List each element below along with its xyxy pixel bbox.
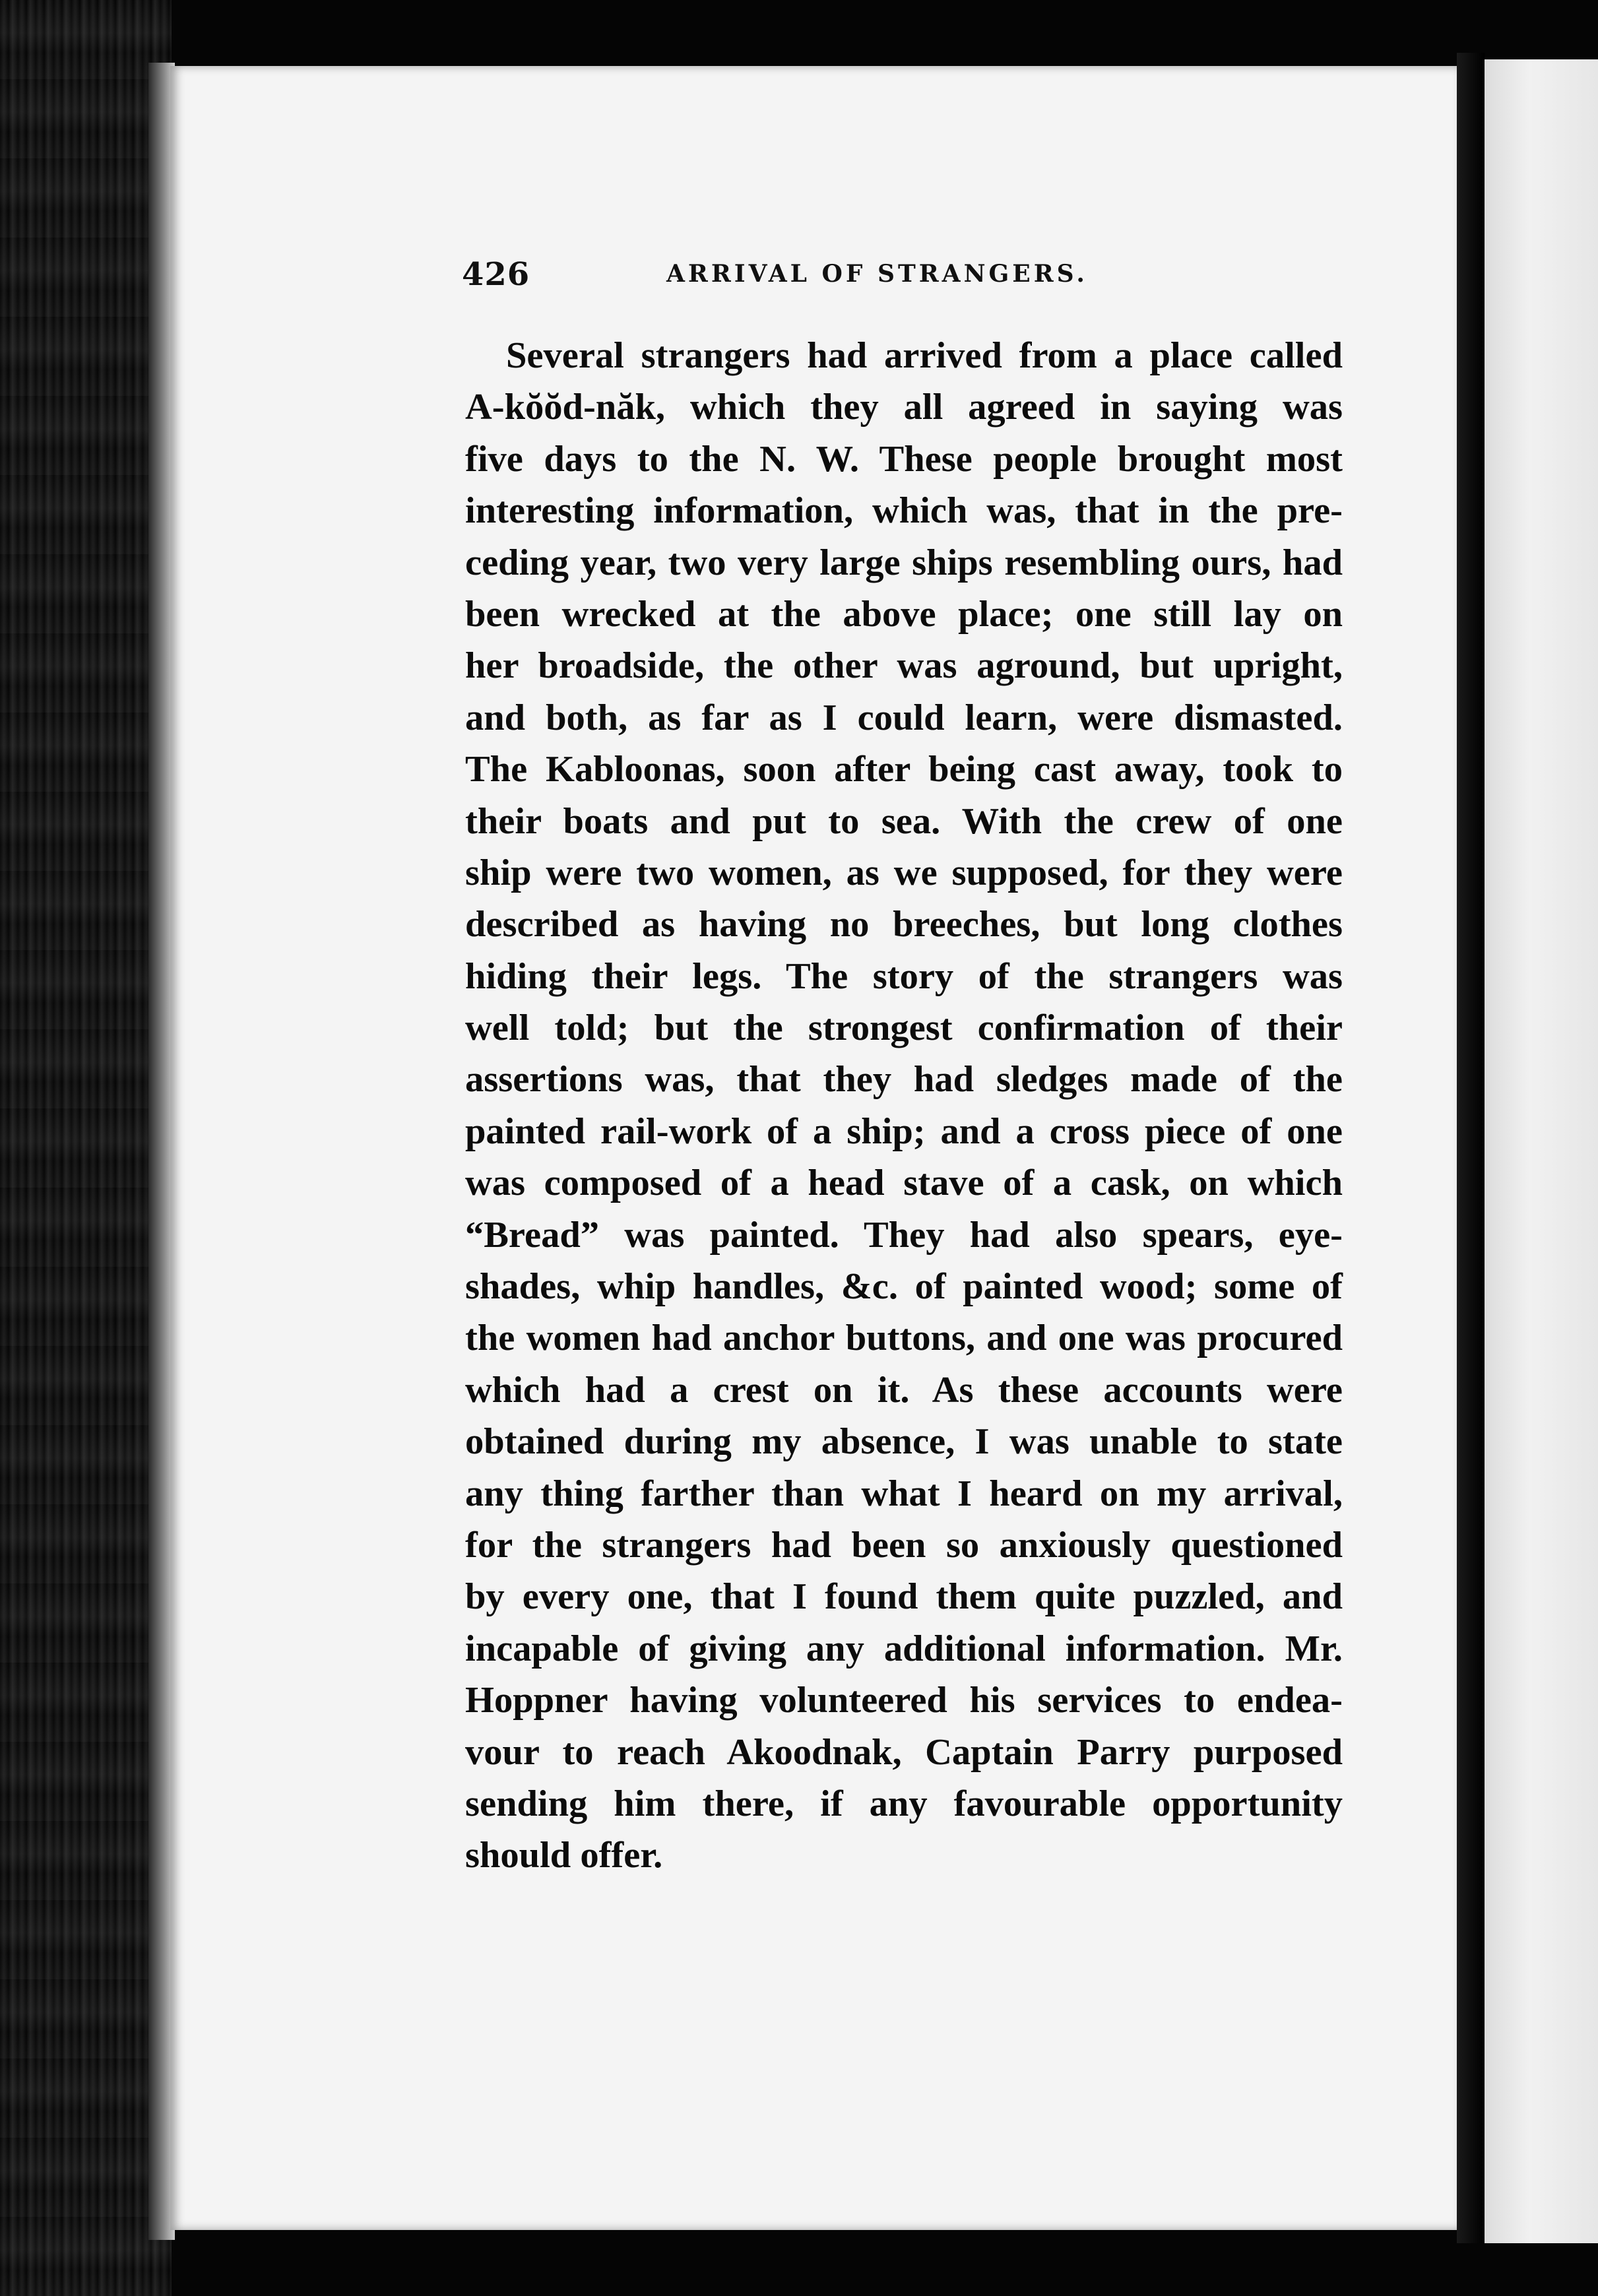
text-line: sending him there, if any favourable opportunity [465, 1783, 1343, 1824]
text-line: and both, as far as I could learn, were dismasted. [465, 697, 1343, 738]
text-line: for the strangers had been so anxiously questioned [465, 1524, 1343, 1566]
text-line: Several strangers had arrived from a place called [506, 335, 1343, 376]
page-header [462, 256, 1346, 296]
body-paragraph [465, 330, 1343, 1882]
text-line: A-kŏŏd-năk, which they all agreed in saying was [465, 387, 1343, 428]
text-line: well told; but the strongest confirmation of their [465, 1007, 1343, 1049]
text-line: hiding their legs. The story of the strangers was [465, 955, 1343, 997]
text-line: the women had anchor buttons, and one was procured [465, 1318, 1343, 1359]
text-line: five days to the N. W. These people brought most [465, 438, 1343, 480]
text-line: ceding year, two very large ships resembling ours, had [465, 542, 1343, 583]
text-line: painted rail-work of a ship; and a cross piece of one [465, 1110, 1343, 1152]
text-line: “Bread” was painted. They had also spears, eye- [465, 1214, 1343, 1256]
text-line: interesting information, which was, that in the pre- [465, 490, 1343, 532]
text-line: their boats and put to sea. With the crew of one [465, 800, 1343, 842]
text-line: which had a crest on it. As these accounts were [465, 1369, 1343, 1411]
text-line: vour to reach Akoodnak, Captain Parry purposed [465, 1731, 1343, 1773]
text-line: shades, whip handles, &c. of painted wood; some of [465, 1266, 1343, 1308]
gutter-shadow [1457, 53, 1485, 2243]
page-number: 426 [462, 256, 530, 293]
text-line: incapable of giving any additional information. Mr. [465, 1628, 1343, 1669]
text-line: assertions was, that they had sledges made of the [465, 1059, 1343, 1100]
text-line: Hoppner having volunteered his services to endea- [465, 1680, 1343, 1721]
running-title: ARRIVAL OF STRANGERS. [666, 260, 1088, 288]
text-line: was composed of a head stave of a cask, on which [465, 1163, 1343, 1204]
text-line: should offer. [465, 1835, 663, 1876]
facing-page-edge [1485, 59, 1598, 2243]
text-line: ship were two women, as we supposed, for they were [465, 852, 1343, 893]
text-line: been wrecked at the above place; one still lay on [465, 593, 1343, 635]
text-line: described as having no breeches, but long clothes [465, 904, 1343, 945]
binding-texture [0, 0, 172, 2296]
text-line: obtained during my absence, I was unable to state [465, 1421, 1343, 1463]
text-line: any thing farther than what I heard on my arrival, [465, 1473, 1343, 1514]
text-line: by every one, that I found them quite puzzled, and [465, 1576, 1343, 1618]
text-line: her broadside, the other was aground, but upright, [465, 645, 1343, 687]
text-line: The Kabloonas, soon after being cast away, took to [465, 749, 1343, 790]
